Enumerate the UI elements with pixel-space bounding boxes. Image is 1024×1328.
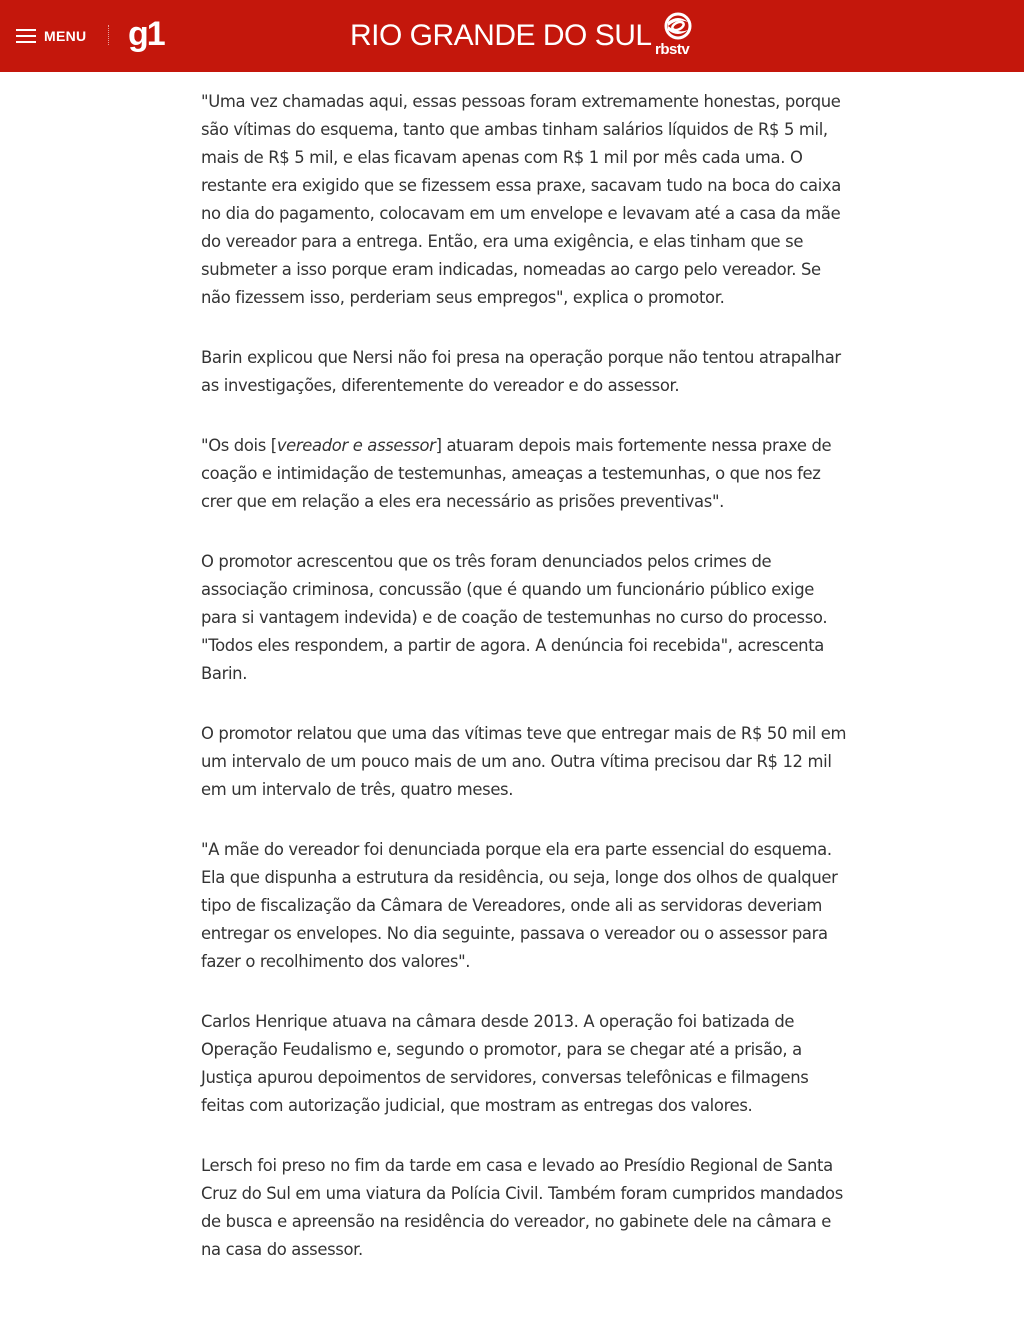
header-divider (108, 25, 109, 45)
menu-label: MENU (44, 28, 87, 44)
menu-button[interactable] (16, 24, 86, 48)
article-paragraph: Lersch foi preso no fim da tarde em casa e levado ao Presídio Regional de Santa Cruz do Sul em uma viatura da Polícia Civil. Também foram cumpridos mandados de busca e apreensão na residência do vereador, no gabinete dele na câmara e na casa do assessor. (201, 1156, 843, 1259)
quote-rest: ] atuaram depois mais fortemente nessa praxe de coação e intimidação de testemunhas, ameaças a testemunhas, o que nos fez crer que em relação a eles era necessário as prisões preventivas". (201, 436, 832, 511)
top-header-bar (0, 0, 1024, 72)
quote-start: "Os dois [ (201, 436, 277, 455)
region-title-link[interactable]: RIO GRANDE DO SUL (350, 19, 652, 52)
article-paragraph: Carlos Henrique atuava na câmara desde 2013. A operação foi batizada de Operação Feudalismo e, segundo o promotor, para se chegar até a prisão, a Justiça apurou depoimentos de servidores, conversas telefônicas e filmagens feitas com autorização judicial, que mostram as entregas dos valores. (201, 1012, 809, 1115)
article-paragraph: "Uma vez chamadas aqui, essas pessoas foram extremamente honestas, porque são vítimas do esquema, tanto que ambas tinham salários líquidos de R$ 5 mil, mais de R$ 5 mil, e elas ficavam apenas com R$ 1 mil por mês cada uma. O restante era exigido que se fizessem essa praxe, sacavam tudo na boca do caixa no dia do pagamento, colocavam em um envelope e levavam até a casa da mãe do vereador para a entrega. Então, era uma exigência, e elas tinham que se submeter a isso porque eram indicadas, nomeadas ao cargo pelo vereador. Se não fizessem isso, perderiam seus empregos", explica o promotor. (201, 92, 841, 307)
rbs-tv-logo-link[interactable] (651, 12, 707, 60)
article-paragraph: "A mãe do vereador foi denunciada porque ela era parte essencial do esquema. Ela que dispunha a estrutura da residência, ou seja, longe dos olhos de qualquer tipo de fiscalização da Câmara de Vereadores, onde ali as servidoras deveriam entregar os envelopes. No dia seguinte, passava o vereador ou o assessor para fazer o recolhimento dos valores". (201, 840, 838, 971)
article-paragraph: O promotor relatou que uma das vítimas teve que entregar mais de R$ 50 mil em um intervalo de um pouco mais de um ano. Outra vítima precisou dar R$ 12 mil em um intervalo de três, quatro meses. (201, 724, 847, 799)
article-paragraph-with-emphasis (201, 432, 853, 516)
article-paragraph: Barin explicou que Nersi não foi presa na operação porque não tentou atrapalhar as investigações, diferentemente do vereador e do assessor. (201, 348, 841, 395)
article-body (201, 88, 853, 1296)
rbs-tv-wordmark: rbstv (655, 41, 690, 58)
article-paragraph: O promotor acrescentou que os três foram denunciados pelos crimes de associação criminosa, concussão (que é quando um funcionário público exige para si vantagem indevida) e de coação de testemunhas no curso do processo. "Todos eles respondem, a partir de agora. A denúncia foi recebida", acrescenta Barin. (201, 552, 828, 683)
emphasis-text: vereador e assessor (276, 436, 436, 455)
g1-logo-link[interactable]: g1 (128, 15, 164, 53)
hamburger-icon (16, 29, 36, 43)
